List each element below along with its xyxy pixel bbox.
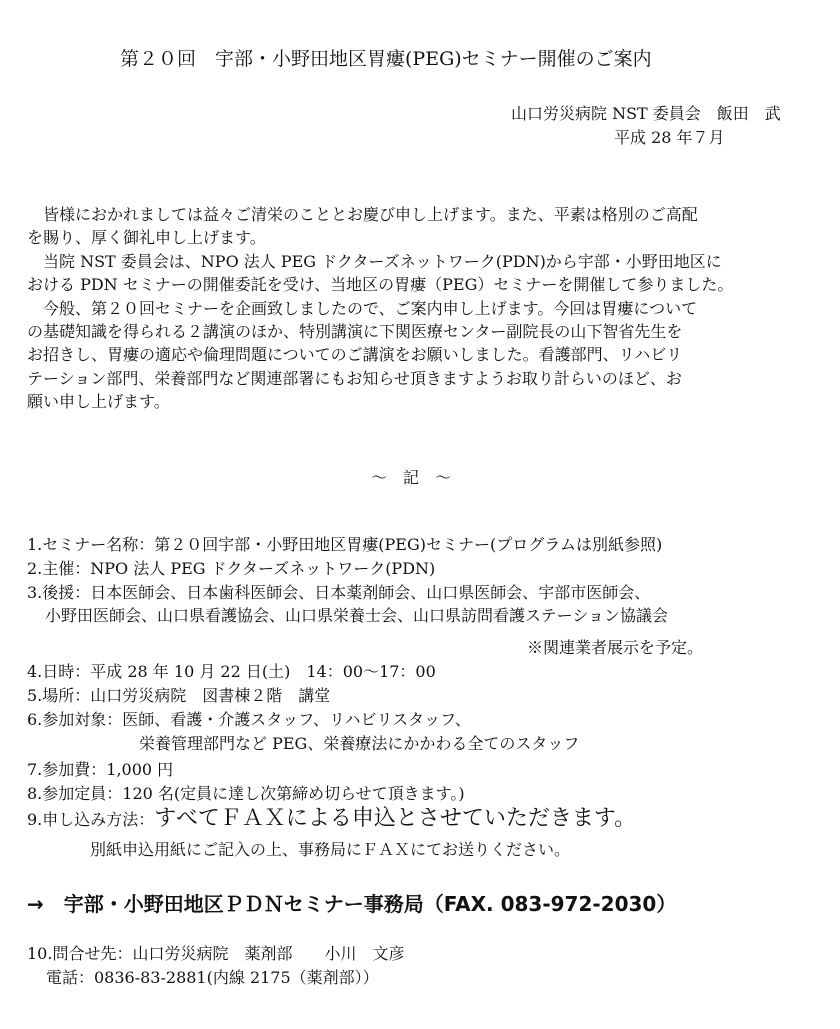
ki-heading: 〜 記 〜: [371, 468, 452, 487]
page-title: 第２０回 宇部・小野田地区胃瘻(PEG)セミナー開催のご案内: [120, 48, 652, 70]
application-instructions: 別紙申込用紙にご記入の上、事務局にＦＡＸにてお送りください。: [90, 840, 571, 859]
intro-line: 当院 NST 委員会は、NPO 法人 PEG ドクターズネットワーク(PDN)から宇部・小野田地区に: [27, 251, 722, 271]
item-capacity: 8.参加定員：120 名(定員に達し次第締め切らせて頂きます。): [27, 784, 465, 803]
intro-paragraph: [27, 203, 827, 414]
item-target-cont: 栄養管理部門など PEG、栄養療法にかかわる全てのスタッフ: [139, 734, 580, 753]
item-datetime: 4.日時：平成 28 年 10 月 22 日(土) 14：00〜17：00: [27, 662, 436, 681]
exhibit-note: ※関連業者展示を予定。: [527, 638, 704, 657]
item-fee: 7.参加費：1,000 円: [27, 760, 174, 779]
item-application: [27, 806, 636, 832]
contact-phone: 電話：0836-83-2881(内線 2175（薬剤部））: [46, 968, 379, 987]
application-method: すべてＦＡＸによる申込とさせていただきます。: [154, 806, 637, 831]
intro-line: おける PDN セミナーの開催委託を受け、当地区の胃瘻（PEG）セミナーを開催して参りました。: [27, 275, 734, 295]
application-label: 9.申し込み方法：: [27, 810, 155, 829]
intro-line: を賜り、厚く御礼申し上げます。: [27, 228, 266, 248]
item-sponsors: 3.後援：日本医師会、日本歯科医師会、日本薬剤師会、山口県医師会、宇部市医師会、: [27, 583, 651, 602]
intro-line: 皆様におかれましては益々ご清栄のこととお慶び申し上げます。また、平素は格別のご高配: [27, 205, 698, 224]
intro-line: 今般、第２０回セミナーを企画致しましたので、ご案内申し上げます。今回は胃瘻について: [27, 298, 698, 318]
date-line: 平成 28 年７月: [614, 128, 725, 147]
contact-line: 10.問合せ先：山口労災病院 薬剤部 小川 文彦: [27, 944, 405, 963]
intro-line: お招きし、胃瘻の適応や倫理問題についてのご講演をお願いしました。看護部門、リハビリ: [27, 345, 683, 365]
intro-line: テーション部門、栄養部門など関連部署にもお知らせ頂きますようお取り計らいのほど、お: [27, 368, 682, 388]
item-organizer: 2.主催：NPO 法人 PEG ドクターズネットワーク(PDN): [27, 559, 436, 578]
intro-line: 願い申し上げます。: [27, 392, 170, 412]
office-line: → 宇部・小野田地区ＰＤＮセミナー事務局（FAX. 083-972-2030）: [27, 892, 677, 916]
item-venue: 5.場所：山口労災病院 図書棟２階 講堂: [27, 686, 331, 705]
item-seminar-name: 1.セミナー名称：第２０回宇部・小野田地区胃瘻(PEG)セミナー(プログラムは別紙参照): [27, 535, 663, 554]
intro-line: の基礎知識を得られる２講演のほか、特別講演に下関医療センター副院長の山下智省先生を: [27, 322, 683, 342]
item-sponsors-cont: 小野田医師会、山口県看護協会、山口県栄養士会、山口県訪問看護ステーション協議会: [45, 606, 669, 625]
author-line: 山口労災病院 NST 委員会 飯田 武: [511, 104, 781, 123]
item-target: 6.参加対象：医師、看護・介護スタッフ、リハビリスタッフ、: [27, 710, 471, 729]
